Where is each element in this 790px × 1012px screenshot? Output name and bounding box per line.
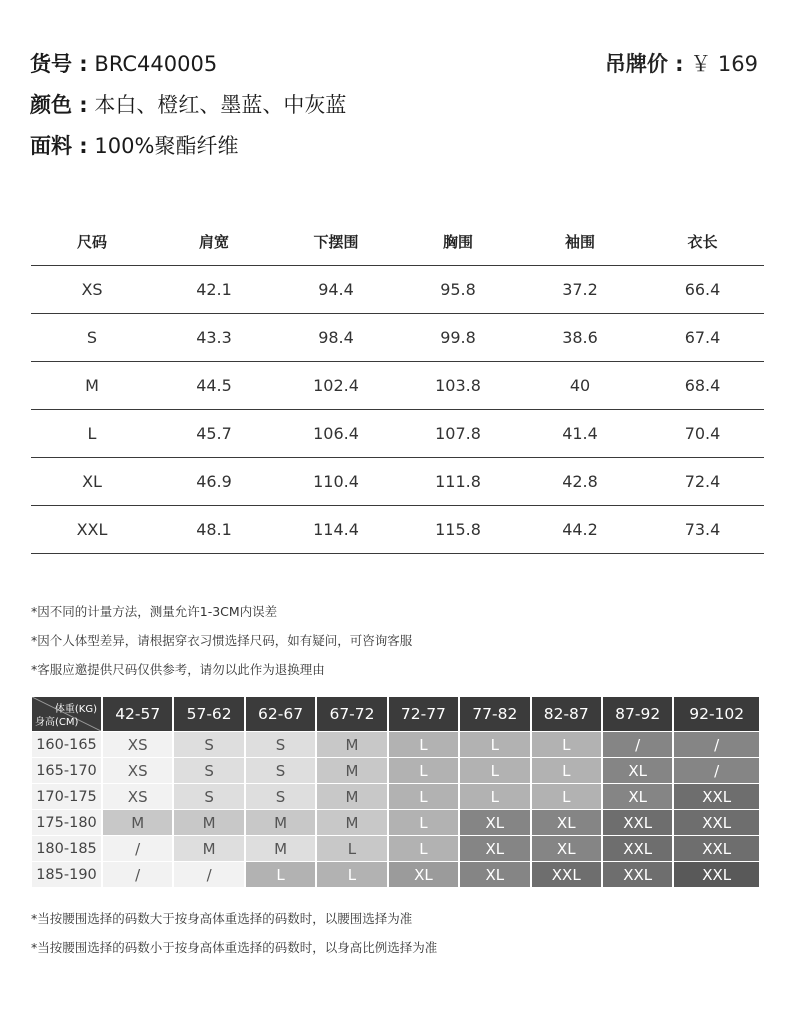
size-cell: M [31,361,153,409]
measurement-cell: 41.4 [519,409,641,457]
recommendation-notes [31,904,437,962]
measurement-cell: 99.8 [397,313,519,361]
table-row [31,409,764,457]
recommended-size-cell: L [389,758,458,783]
measurement-cell: 94.4 [275,265,397,313]
recommended-size-cell: XXL [674,862,759,887]
recommended-size-cell: / [103,836,172,861]
note-line: *当按腰围选择的码数大于按身高体重选择的码数时，以腰围选择为准 [31,911,413,926]
recommended-size-cell: M [317,810,386,835]
weight-header: 62-67 [246,697,315,731]
table-row [31,361,764,409]
weight-header: 67-72 [317,697,386,731]
recommended-size-cell: / [603,732,672,757]
tag-price-value: ￥ 169 [690,52,758,76]
measurement-header-row [31,218,764,265]
recommended-size-cell: S [174,758,243,783]
recommended-size-cell: / [103,862,172,887]
recommended-size-cell: M [103,810,172,835]
height-label: 165-170 [32,758,101,783]
column-header: 衣长 [641,218,764,265]
recommended-size-cell: S [246,732,315,757]
table-row [31,265,764,313]
measurement-cell: 42.1 [153,265,275,313]
measurement-cell: 40 [519,361,641,409]
weight-header: 42-57 [103,697,172,731]
recommended-size-cell: / [674,732,759,757]
size-cell: XL [31,457,153,505]
recommended-size-cell: XL [389,862,458,887]
weight-axis-label: 体重(KG) [54,704,97,715]
measurement-cell: 66.4 [641,265,764,313]
recommended-size-cell: L [460,758,529,783]
product-colors [30,91,346,119]
recommended-size-cell: M [317,784,386,809]
recommended-size-cell: S [246,784,315,809]
grid-row [32,732,759,757]
recommended-size-cell: S [174,732,243,757]
recommended-size-cell: XXL [674,810,759,835]
measurement-cell: 102.4 [275,361,397,409]
column-header: 尺码 [31,218,153,265]
measurement-cell: 43.3 [153,313,275,361]
size-recommendation-grid [30,696,761,888]
weight-header-row [32,697,759,731]
table-row [31,457,764,505]
note-line: *因个人体型差异，请根据穿衣习惯选择尺码，如有疑问，可咨询客服 [31,633,413,648]
product-code [30,50,217,78]
recommended-size-cell: M [174,810,243,835]
measurement-cell: 44.5 [153,361,275,409]
tag-price-label: 吊牌价 : [604,52,684,76]
measurement-cell: 106.4 [275,409,397,457]
size-cell: L [31,409,153,457]
height-label: 160-165 [32,732,101,757]
recommended-size-cell: XL [532,836,601,861]
measurement-cell: 38.6 [519,313,641,361]
product-fabric [30,132,238,160]
measurement-cell: 48.1 [153,505,275,553]
height-label: 180-185 [32,836,101,861]
measurement-cell: 67.4 [641,313,764,361]
measurement-cell: 114.4 [275,505,397,553]
grid-corner-cell [32,697,101,731]
recommended-size-cell: L [532,732,601,757]
recommended-size-cell: XL [532,810,601,835]
recommended-size-cell: XS [103,732,172,757]
recommended-size-cell: M [317,758,386,783]
measurement-cell: 103.8 [397,361,519,409]
column-header: 下摆围 [275,218,397,265]
measurement-cell: 73.4 [641,505,764,553]
weight-header: 92-102 [674,697,759,731]
recommended-size-cell: XL [460,836,529,861]
recommended-size-cell: M [174,836,243,861]
recommended-size-cell: S [246,758,315,783]
measurement-cell: 95.8 [397,265,519,313]
recommended-size-cell: XS [103,758,172,783]
size-cell: XXL [31,505,153,553]
measurement-cell: 72.4 [641,457,764,505]
measurement-cell: 44.2 [519,505,641,553]
column-header: 胸围 [397,218,519,265]
grid-row [32,862,759,887]
recommended-size-cell: XL [460,862,529,887]
measurement-cell: 115.8 [397,505,519,553]
recommended-size-cell: XL [603,758,672,783]
product-code-label: 货号 : [30,52,88,76]
recommended-size-cell: L [532,758,601,783]
tag-price [605,50,758,78]
recommended-size-cell: M [246,836,315,861]
height-label: 175-180 [32,810,101,835]
product-colors-label: 颜色 : [30,93,88,117]
table-row [31,505,764,553]
recommended-size-cell: XXL [532,862,601,887]
weight-header: 57-62 [174,697,243,731]
height-axis-label: 身高(CM) [35,717,79,728]
height-label: 185-190 [32,862,101,887]
recommended-size-cell: L [317,836,386,861]
recommended-size-cell: M [317,732,386,757]
recommended-size-cell: XXL [674,836,759,861]
measurement-cell: 46.9 [153,457,275,505]
measurement-cell: 42.8 [519,457,641,505]
measurement-cell: 107.8 [397,409,519,457]
weight-header: 82-87 [532,697,601,731]
measurement-cell: 70.4 [641,409,764,457]
size-cell: S [31,313,153,361]
product-fabric-value: 100%聚酯纤维 [94,134,239,158]
recommended-size-cell: XXL [603,836,672,861]
measurement-cell: 98.4 [275,313,397,361]
table-row [31,313,764,361]
recommended-size-cell: S [174,784,243,809]
recommended-size-cell: L [460,732,529,757]
column-header: 袖围 [519,218,641,265]
recommended-size-cell: L [246,862,315,887]
note-line: *当按腰围选择的码数小于按身高体重选择的码数时，以身高比例选择为准 [31,940,438,955]
measurement-notes [31,597,412,684]
recommended-size-cell: XXL [603,810,672,835]
recommended-size-cell: L [532,784,601,809]
recommended-size-cell: L [389,784,458,809]
recommended-size-cell: L [317,862,386,887]
height-label: 170-175 [32,784,101,809]
note-line: *客服应邀提供尺码仅供参考，请勿以此作为退换理由 [31,662,325,677]
recommended-size-cell: XXL [674,784,759,809]
recommended-size-cell: L [460,784,529,809]
grid-row [32,836,759,861]
size-measurement-table [31,218,764,554]
measurement-cell: 110.4 [275,457,397,505]
measurement-cell: 45.7 [153,409,275,457]
recommended-size-cell: L [389,810,458,835]
recommended-size-cell: XL [603,784,672,809]
grid-row [32,784,759,809]
recommended-size-cell: M [246,810,315,835]
weight-header: 72-77 [389,697,458,731]
recommended-size-cell: / [174,862,243,887]
weight-header: 87-92 [603,697,672,731]
column-header: 肩宽 [153,218,275,265]
measurement-cell: 68.4 [641,361,764,409]
grid-row [32,810,759,835]
product-code-value: BRC440005 [94,52,218,76]
recommended-size-cell: / [674,758,759,783]
measurement-cell: 111.8 [397,457,519,505]
recommended-size-cell: XS [103,784,172,809]
recommended-size-cell: L [389,732,458,757]
recommended-size-cell: XXL [603,862,672,887]
product-fabric-label: 面料 : [30,134,88,158]
note-line: *因不同的计量方法，测量允许1-3CM内误差 [31,604,278,619]
weight-header: 77-82 [460,697,529,731]
recommended-size-cell: XL [460,810,529,835]
product-colors-value: 本白、橙红、墨蓝、中灰蓝 [94,93,347,117]
recommended-size-cell: L [389,836,458,861]
size-cell: XS [31,265,153,313]
measurement-cell: 37.2 [519,265,641,313]
grid-row [32,758,759,783]
